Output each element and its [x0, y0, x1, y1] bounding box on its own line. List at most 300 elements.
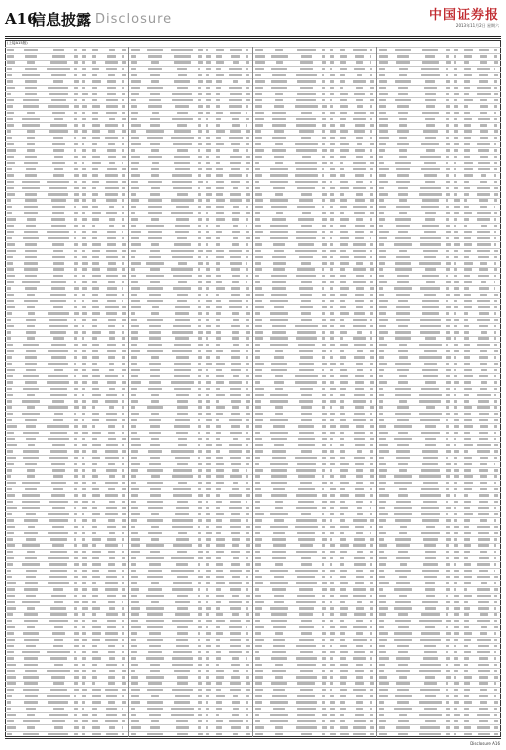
table-row: [253, 260, 376, 261]
table-cell-text: [122, 130, 126, 132]
table-cell-text: [275, 162, 282, 164]
table-cell-text: [74, 262, 78, 264]
table-cell-text: [396, 319, 410, 321]
table-cell-text: [22, 187, 41, 189]
table-cell-text: [395, 262, 411, 264]
table-cell-text: [26, 350, 36, 352]
table-cell-text: [255, 156, 262, 158]
table-cell-text: [370, 501, 373, 503]
table-cell-text: [446, 312, 449, 314]
table-cell-text: [274, 306, 283, 308]
table-cell-text: [464, 664, 468, 666]
table-cell-text: [7, 93, 11, 95]
table-cell-text: [340, 118, 347, 120]
table-cell-text: [206, 613, 209, 615]
table-cell-text: [370, 287, 374, 289]
table-cell-text: [478, 538, 490, 540]
table-cell-text: [246, 344, 249, 346]
table-cell-text: [246, 651, 250, 653]
table-row: [377, 323, 501, 324]
table-row: [253, 304, 376, 305]
table-cell-text: [174, 375, 190, 377]
table-cell-text: [273, 689, 285, 691]
table-cell-text: [230, 193, 241, 195]
table-cell-text: [425, 720, 436, 722]
table-row: [253, 511, 376, 512]
table-cell-text: [7, 714, 16, 716]
table-cell-text: [464, 262, 473, 264]
table-cell-text: [425, 218, 435, 220]
table-cell-text: [296, 118, 316, 120]
table-cell-text: [198, 225, 201, 227]
table-cell-text: [464, 199, 468, 201]
table-row: [253, 655, 376, 656]
table-cell-text: [379, 331, 387, 333]
table-cell-text: [54, 156, 63, 158]
table-cell-text: [206, 388, 210, 390]
table-cell-text: [74, 206, 76, 208]
table-cell-text: [255, 181, 259, 183]
table-cell-text: [454, 262, 456, 264]
table-cell-text: [206, 105, 210, 107]
table-cell-text: [464, 87, 471, 89]
table-cell-text: [297, 714, 315, 716]
table-cell-text: [122, 482, 125, 484]
table-cell-text: [232, 544, 238, 546]
table-cell-text: [274, 444, 284, 446]
table-cell-text: [82, 312, 87, 314]
masthead-rule-thin: [5, 38, 501, 39]
table-cell-text: [446, 463, 450, 465]
table-cell-text: [216, 406, 225, 408]
table-cell-text: [494, 519, 496, 521]
table-cell-text: [370, 689, 374, 691]
table-cell-text: [419, 670, 441, 672]
table-cell-text: [198, 400, 202, 402]
table-cell-text: [494, 557, 497, 559]
table-cell-text: [370, 676, 374, 678]
table-cell-text: [464, 444, 473, 446]
table-cell-text: [330, 714, 336, 716]
table-cell-text: [82, 733, 85, 735]
table-row: [377, 179, 501, 180]
table-cell-text: [246, 626, 248, 628]
table-cell-text: [25, 287, 36, 289]
table-cell-text: [480, 181, 487, 183]
table-cell-text: [370, 225, 374, 227]
table-cell-text: [446, 187, 448, 189]
table-cell-text: [370, 381, 374, 383]
table-cell-text: [74, 394, 76, 396]
table-cell-text: [421, 143, 439, 145]
table-cell-text: [398, 551, 408, 553]
table-cell-text: [299, 287, 313, 289]
table-row: [129, 342, 252, 343]
table-cell-text: [425, 181, 435, 183]
table-cell-text: [296, 582, 317, 584]
table-cell-text: [330, 300, 334, 302]
table-cell-text: [122, 156, 127, 158]
table-cell-text: [379, 544, 386, 546]
table-cell-text: [454, 337, 456, 339]
table-cell-text: [122, 168, 126, 170]
table-cell-text: [54, 413, 63, 415]
table-cell-text: [357, 450, 362, 452]
table-cell-text: [421, 513, 439, 515]
table-cell-text: [454, 595, 459, 597]
table-cell-text: [270, 174, 289, 176]
table-cell-text: [82, 526, 85, 528]
table-cell-text: [122, 595, 127, 597]
table-cell-text: [397, 105, 409, 107]
table-row: [253, 354, 376, 355]
table-cell-text: [206, 438, 209, 440]
table-cell-text: [446, 482, 448, 484]
table-cell-text: [82, 413, 85, 415]
table-cell-text: [131, 400, 138, 402]
table-cell-text: [106, 444, 118, 446]
table-cell-text: [229, 74, 241, 76]
table-cell-text: [198, 193, 201, 195]
table-row: [129, 141, 252, 142]
table-row: [129, 53, 252, 54]
table-cell-text: [92, 488, 99, 490]
table-cell-text: [322, 601, 324, 603]
table-cell-text: [322, 645, 325, 647]
table-cell-text: [322, 682, 325, 684]
table-cell-text: [396, 181, 410, 183]
table-cell-text: [270, 312, 287, 314]
table-cell-text: [74, 187, 78, 189]
table-cell-text: [454, 701, 459, 703]
table-cell-text: [446, 262, 450, 264]
table-cell-text: [370, 262, 373, 264]
table-cell-text: [464, 162, 473, 164]
table-cell-text: [198, 557, 202, 559]
table-cell-text: [82, 444, 87, 446]
table-cell-text: [330, 488, 336, 490]
table-cell-text: [454, 632, 459, 634]
table-cell-text: [216, 381, 224, 383]
table-cell-text: [74, 544, 76, 546]
table-cell-text: [422, 49, 438, 51]
table-cell-text: [50, 613, 67, 615]
table-cell-text: [122, 112, 126, 114]
table-cell-text: [107, 538, 115, 540]
table-cell-text: [82, 501, 88, 503]
table-cell-text: [177, 413, 188, 415]
table-cell-text: [231, 325, 239, 327]
table-cell-text: [230, 394, 242, 396]
table-cell-text: [151, 168, 159, 170]
table-cell-text: [397, 275, 409, 277]
table-cell-text: [464, 419, 473, 421]
table-cell-text: [198, 664, 202, 666]
table-cell-text: [353, 626, 367, 628]
table-cell-text: [52, 720, 64, 722]
table-cell-text: [206, 689, 211, 691]
table-cell-text: [379, 68, 385, 70]
table-cell-text: [49, 319, 67, 321]
table-cell-text: [82, 463, 86, 465]
table-cell-text: [131, 632, 136, 634]
table-cell-text: [92, 726, 100, 728]
table-cell-text: [105, 639, 118, 641]
table-cell-text: [198, 187, 200, 189]
table-cell-text: [151, 149, 159, 151]
table-cell-text: [82, 708, 84, 710]
table-cell-text: [82, 68, 86, 70]
table-cell-text: [255, 49, 262, 51]
table-cell-text: [246, 118, 249, 120]
table-cell-text: [340, 250, 346, 252]
table-cell-text: [7, 143, 13, 145]
table-cell-text: [48, 438, 69, 440]
table-cell-text: [92, 312, 100, 314]
table-cell-text: [49, 187, 67, 189]
table-cell-text: [176, 356, 189, 358]
table-cell-text: [494, 551, 496, 553]
table-cell-text: [340, 576, 346, 578]
table-cell-text: [246, 501, 248, 503]
table-cell-text: [275, 99, 284, 101]
table-cell-text: [109, 532, 115, 534]
table-cell-text: [82, 93, 88, 95]
table-cell-text: [198, 626, 201, 628]
table-cell-text: [421, 68, 439, 70]
table-cell-text: [230, 475, 242, 477]
table-cell-text: [379, 538, 384, 540]
table-row: [377, 342, 501, 343]
table-cell-text: [106, 469, 117, 471]
table-cell-text: [48, 312, 69, 314]
table-cell-text: [255, 450, 263, 452]
table-cell-text: [216, 225, 221, 227]
table-cell-text: [272, 551, 286, 553]
table-row: [129, 687, 252, 688]
table-cell-text: [379, 225, 383, 227]
table-cell-text: [353, 588, 366, 590]
table-row: [5, 461, 128, 462]
table-cell-text: [322, 501, 326, 503]
table-cell-text: [446, 720, 449, 722]
table-cell-text: [198, 682, 202, 684]
table-cell-text: [146, 544, 163, 546]
table-cell-text: [340, 513, 344, 515]
table-cell-text: [370, 482, 375, 484]
table-cell-text: [107, 268, 117, 270]
table-cell-text: [340, 212, 344, 214]
table-cell-text: [131, 532, 138, 534]
table-cell-text: [399, 137, 408, 139]
table-cell-text: [354, 651, 366, 653]
table-cell-text: [150, 124, 160, 126]
table-cell-text: [271, 80, 286, 82]
table-cell-text: [255, 363, 264, 365]
table-cell-text: [92, 337, 97, 339]
table-cell-text: [82, 670, 86, 672]
table-cell-text: [82, 701, 85, 703]
table-cell-text: [330, 601, 333, 603]
table-cell-text: [379, 657, 388, 659]
table-cell-text: [82, 156, 86, 158]
table-cell-text: [206, 130, 209, 132]
table-cell-text: [330, 231, 333, 233]
table-row: [5, 586, 128, 587]
table-cell-text: [206, 181, 208, 183]
table-row: [377, 724, 501, 725]
table-row: [129, 198, 252, 199]
table-cell-text: [7, 137, 11, 139]
table-cell-text: [340, 664, 348, 666]
table-cell-text: [150, 664, 159, 666]
table-cell-text: [494, 689, 497, 691]
table-cell-text: [272, 256, 286, 258]
table-cell-text: [148, 450, 162, 452]
table-cell-text: [92, 300, 98, 302]
table-cell-text: [198, 356, 201, 358]
table-cell-text: [379, 695, 388, 697]
table-cell-text: [379, 701, 384, 703]
table-cell-text: [7, 563, 12, 565]
table-cell-text: [230, 639, 241, 641]
table-row: [5, 179, 128, 180]
table-cell-text: [122, 124, 125, 126]
table-cell-text: [330, 49, 333, 51]
table-cell-text: [340, 588, 347, 590]
table-cell-text: [379, 488, 385, 490]
table-cell-text: [176, 218, 189, 220]
table-cell-text: [206, 275, 211, 277]
table-cell-text: [298, 444, 315, 446]
table-cell-text: [479, 676, 488, 678]
table-row: [253, 649, 376, 650]
table-cell-text: [464, 708, 469, 710]
table-cell-text: [370, 664, 373, 666]
table-cell-text: [146, 130, 163, 132]
table-cell-text: [454, 68, 457, 70]
table-cell-text: [399, 532, 407, 534]
table-row: [5, 643, 128, 644]
table-cell-text: [92, 595, 98, 597]
table-cell-text: [92, 212, 101, 214]
table-cell-text: [198, 105, 202, 107]
table-cell-text: [109, 118, 115, 120]
table-cell-text: [206, 425, 211, 427]
table-cell-text: [92, 720, 98, 722]
table-cell-text: [446, 80, 450, 82]
table-cell-text: [198, 231, 200, 233]
table-cell-text: [446, 557, 448, 559]
table-cell-text: [446, 394, 449, 396]
table-cell-text: [246, 337, 250, 339]
table-cell-text: [355, 406, 364, 408]
table-cell-text: [74, 419, 77, 421]
table-cell-text: [74, 112, 77, 114]
table-cell-text: [246, 287, 250, 289]
table-cell-text: [74, 563, 79, 565]
table-row: [5, 348, 128, 349]
table-cell-text: [206, 218, 209, 220]
table-cell-text: [370, 294, 374, 296]
table-cell-text: [26, 331, 36, 333]
table-cell-text: [232, 337, 239, 339]
table-cell-text: [233, 149, 239, 151]
table-cell-text: [394, 287, 412, 289]
table-cell-text: [7, 193, 14, 195]
table-cell-text: [171, 268, 193, 270]
table-cell-text: [53, 275, 63, 277]
table-cell-text: [494, 507, 496, 509]
table-cell-text: [150, 93, 160, 95]
table-cell-text: [273, 645, 285, 647]
table-cell-text: [148, 156, 163, 158]
table-cell-text: [479, 438, 489, 440]
table-cell-text: [27, 337, 36, 339]
table-cell-text: [322, 544, 325, 546]
table-cell-text: [255, 726, 264, 728]
table-row: [5, 543, 128, 544]
table-cell-text: [454, 626, 459, 628]
table-cell-text: [446, 676, 451, 678]
table-cell-text: [108, 676, 115, 678]
table-cell-text: [464, 212, 472, 214]
table-cell-text: [206, 557, 211, 559]
table-cell-text: [340, 613, 347, 615]
table-cell-text: [302, 212, 311, 214]
table-cell-text: [322, 369, 324, 371]
table-cell-text: [270, 570, 287, 572]
table-cell-text: [131, 74, 136, 76]
table-cell-text: [74, 105, 79, 107]
table-cell-text: [272, 325, 285, 327]
table-cell-text: [255, 130, 261, 132]
table-cell-text: [422, 275, 439, 277]
table-cell-text: [246, 607, 249, 609]
table-row: [253, 342, 376, 343]
table-cell-text: [216, 488, 221, 490]
table-row: [5, 668, 128, 669]
table-row: [129, 423, 252, 424]
table-row: [5, 411, 128, 412]
table-cell-text: [422, 463, 438, 465]
table-cell-text: [50, 450, 67, 452]
table-cell-text: [395, 519, 412, 521]
table-cell-text: [322, 670, 324, 672]
table-cell-text: [396, 682, 410, 684]
table-cell-text: [174, 61, 191, 63]
table-cell-text: [246, 300, 249, 302]
table-cell-text: [131, 187, 139, 189]
table-cell-text: [340, 61, 346, 63]
table-cell-text: [107, 381, 116, 383]
table-cell-text: [198, 544, 201, 546]
table-cell-text: [174, 80, 190, 82]
table-cell-text: [82, 356, 87, 358]
table-row: [129, 555, 252, 556]
table-cell-text: [425, 137, 437, 139]
table-cell-text: [379, 162, 383, 164]
table-cell-text: [82, 632, 86, 634]
table-cell-text: [206, 714, 208, 716]
table-row: [253, 91, 376, 92]
table-cell-text: [255, 544, 260, 546]
table-row: [377, 110, 501, 111]
table-cell-text: [478, 507, 488, 509]
table-cell-text: [206, 369, 209, 371]
table-cell-text: [275, 388, 283, 390]
table-row: [129, 354, 252, 355]
